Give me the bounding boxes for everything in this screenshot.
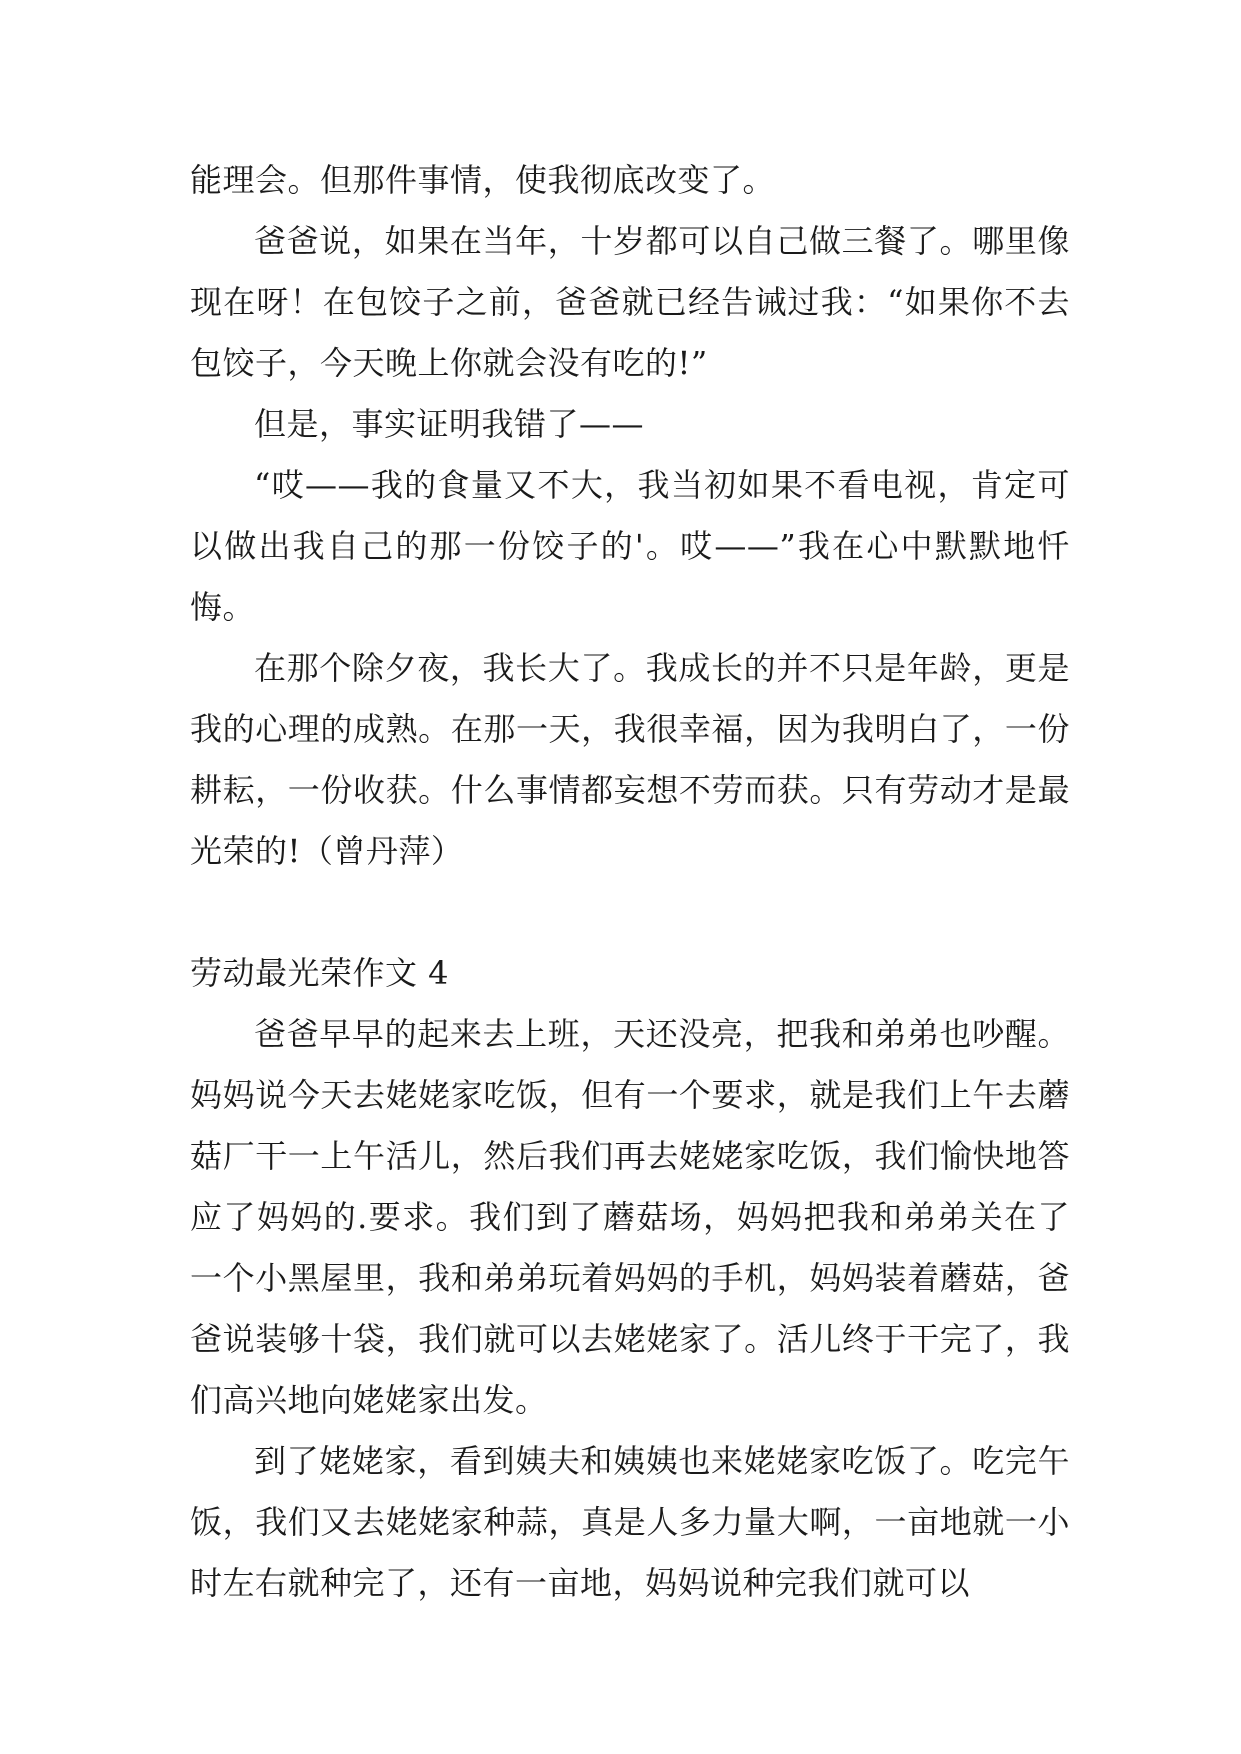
document-body <box>190 150 1070 1614</box>
paragraph: “哎——我的食量又不大，我当初如果不看电视，肯定可以做出我自己的那一份饺子的'。哎——”我在心中默默地忏悔。 <box>190 466 1070 626</box>
paragraph-continued: 能理会。但那件事情，使我彻底改变了。 <box>190 161 776 199</box>
paragraph: 爸爸说，如果在当年，十岁都可以自己做三餐了。哪里像现在呀！在包饺子之前，爸爸就已经告诫过我：“如果你不去包饺子，今天晚上你就会没有吃的!” <box>190 222 1070 382</box>
paragraph: 在那个除夕夜，我长大了。我成长的并不只是年龄，更是我的心理的成熟。在那一天，我很幸福，因为我明白了，一份耕耘，一份收获。什么事情都妄想不劳而获。只有劳动才是最光荣的!（曾丹萍） <box>190 649 1070 870</box>
paragraph: 但是，事实证明我错了—— <box>254 405 645 443</box>
paragraph: 爸爸早早的起来去上班，天还没亮，把我和弟弟也吵醒。妈妈说今天去姥姥家吃饭，但有一个要求，就是我们上午去蘑菇厂干一上午活儿，然后我们再去姥姥家吃饭，我们愉快地答应了妈妈的.要求。我们到了蘑菇场，妈妈把我和弟弟关在了一个小黑屋里，我和弟弟玩着妈妈的手机，妈妈装着蘑菇，爸爸说装够十袋，我们就可以去姥姥家了。活儿终于干完了，我们高兴地向姥姥家出发。 <box>190 1015 1070 1419</box>
section-title: 劳动最光荣作文 4 <box>190 954 450 992</box>
paragraph: 到了姥姥家，看到姨夫和姨姨也来姥姥家吃饭了。吃完午饭，我们又去姥姥家种蒜，真是人多力量大啊，一亩地就一小时左右就种完了，还有一亩地，妈妈说种完我们就可以 <box>190 1442 1070 1602</box>
